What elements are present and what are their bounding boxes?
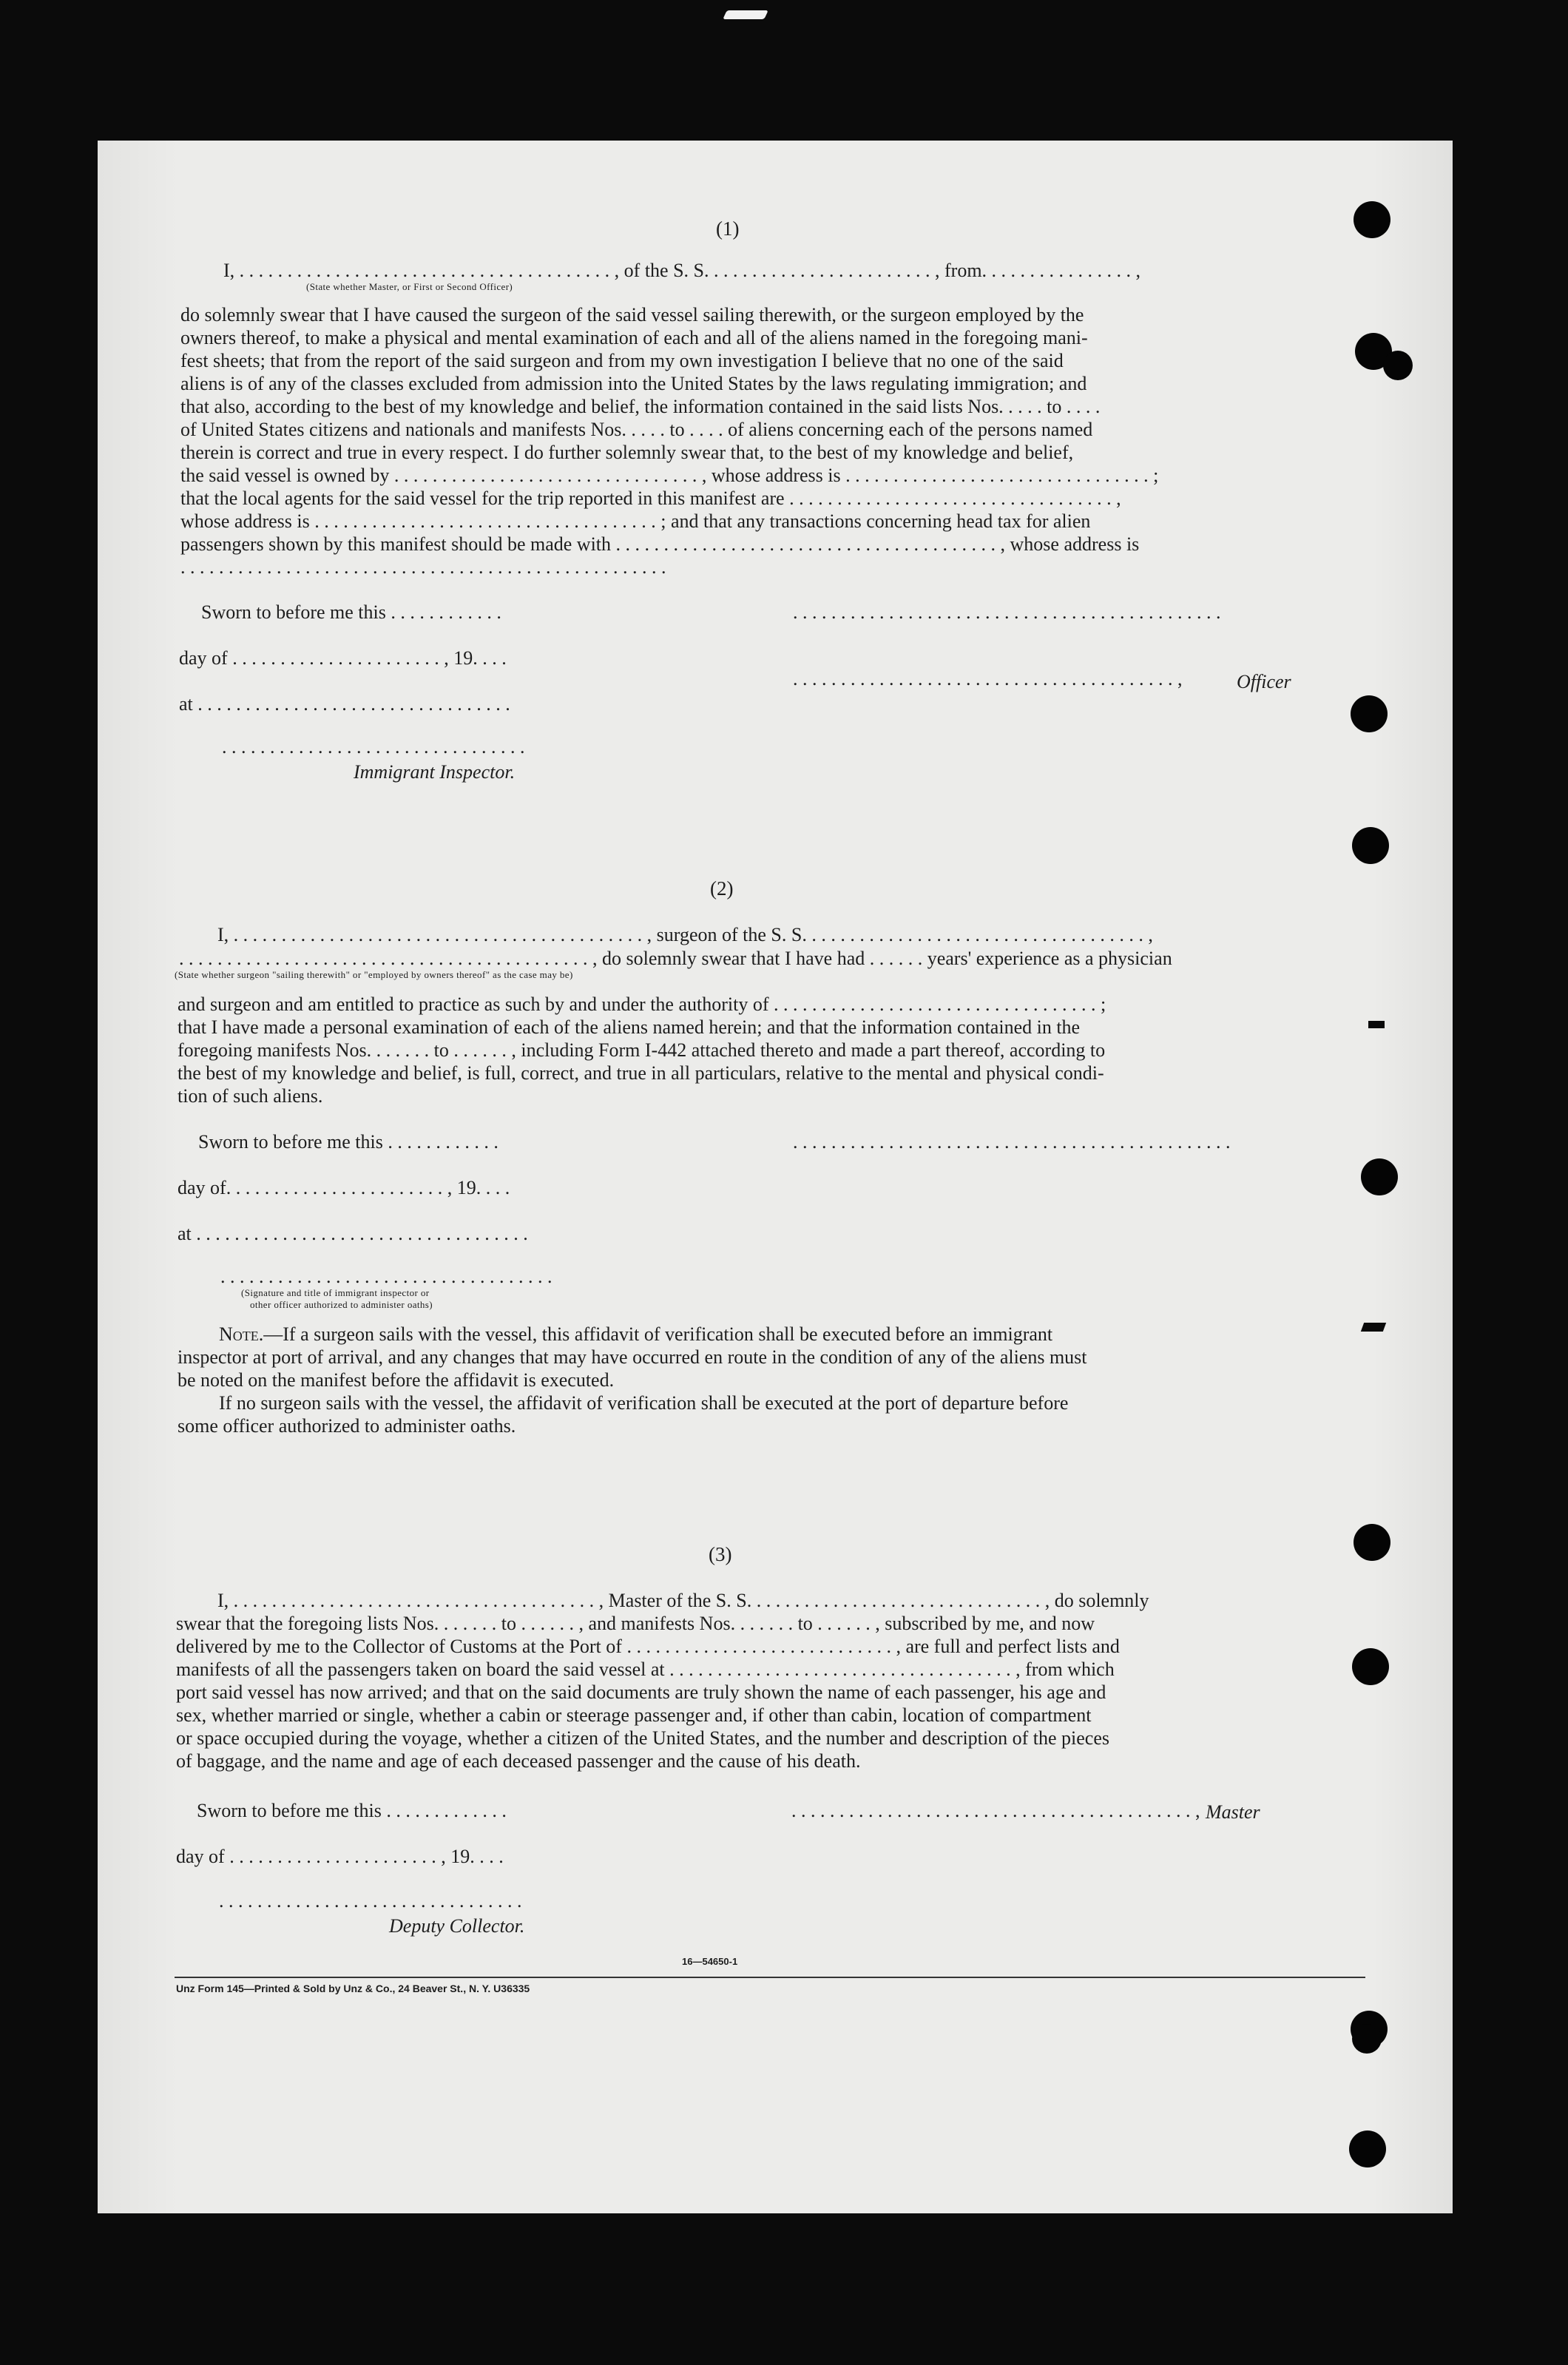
note-line: If no surgeon sails with the vessel, the affidavit of verification shall be executed at the port of departure before: [219, 1392, 1069, 1414]
section-1-sworn: Sworn to before me this . . . . . . . . . . . .: [201, 601, 501, 623]
form-number: 16—54650-1: [682, 1956, 738, 1967]
body-line: aliens is of any of the classes excluded from admission into the United States by the laws regulating immigration; and: [180, 373, 1087, 394]
body-line: foregoing manifests Nos. . . . . . . to . . . . . . , including Form I-442 attached thereto and made a part thereof, according to: [178, 1039, 1106, 1061]
body-line: of United States citizens and nationals and manifests Nos. . . . . to . . . . of aliens concerning each of the persons named: [180, 419, 1093, 440]
body-line: that also, according to the best of my knowledge and belief, the information contained in the said lists Nos. . . . . to . . . .: [180, 396, 1101, 417]
section-2-signature-line: . . . . . . . . . . . . . . . . . . . . . . . . . . . . . . . . . . . . . . . . . . . . . .: [793, 1131, 1231, 1153]
section-2-first-line: I, . . . . . . . . . . . . . . . . . . . . . . . . . . . . . . . . . . . . . . . . . . . , surgeon of the S. S. . . . . . . . . . . . . . . . . . . . . . . . . . . . . . . . . . . . ,: [217, 924, 1153, 945]
binder-hole: [1354, 201, 1390, 238]
section-2-at: at . . . . . . . . . . . . . . . . . . . . . . . . . . . . . . . . . . .: [178, 1223, 528, 1244]
section-1-inspector-label: Immigrant Inspector.: [354, 761, 516, 783]
section-1-first-line: I, . . . . . . . . . . . . . . . . . . . . . . . . . . . . . . . . . . . . . . . , of the S. S. . . . . . . . . . . . . . . . . . . . . . . . , from. . . . . . . . . . . . . . . . ,: [223, 260, 1141, 281]
binder-hole: [1352, 827, 1389, 864]
body-line: do solemnly swear that I have caused the surgeon of the said vessel sailing therewith, or the surgeon employed by the: [180, 304, 1084, 325]
section-2-number: (2): [710, 877, 734, 900]
section-2-day-of: day of. . . . . . . . . . . . . . . . . . . . . . . , 19. . . .: [178, 1177, 510, 1198]
body-line: tion of such aliens.: [178, 1085, 323, 1107]
section-2-second-line: . . . . . . . . . . . . . . . . . . . . . . . . . . . . . . . . . . . . . . . . . . . , do solemnly swear that I have had . . . . . . years' experience as a physician: [179, 948, 1172, 969]
section-3-collector-label: Deputy Collector.: [389, 1915, 525, 1937]
body-line: therein is correct and true in every respect. I do further solemnly swear that, to the best of my knowledge and belief,: [180, 442, 1074, 463]
binder-hole: [1383, 351, 1413, 380]
section-2-caption: (State whether surgeon "sailing therewith" or "employed by owners thereof" as the case may be): [175, 969, 573, 980]
footer-divider: [175, 1977, 1365, 1978]
section-3-master-line: . . . . . . . . . . . . . . . . . . . . . . . . . . . . . . . . . . . . . . . . . . ,: [791, 1800, 1200, 1821]
body-line: that the local agents for the said vessel for the trip reported in this manifest are . . . . . . . . . . . . . . . . . . . . . . . . . . . . . . . . . . ,: [180, 487, 1121, 509]
section-1-caption: (State whether Master, or First or Second Officer): [306, 281, 513, 292]
binder-hole: [1351, 695, 1388, 732]
body-line: I, . . . . . . . . . . . . . . . . . . . . . . . . . . . . . . . . . . . . . . , Master of the S. S. . . . . . . . . . . . . . . . . . . . . . . . . . . . . . . , do solemnly: [217, 1590, 1149, 1611]
scan-mark: [1361, 1323, 1386, 1332]
body-line: whose address is . . . . . . . . . . . . . . . . . . . . . . . . . . . . . . . . . . . . ; and that any transactions concerning head tax for alien: [180, 510, 1091, 532]
body-line: passengers shown by this manifest should be made with . . . . . . . . . . . . . . . . . . . . . . . . . . . . . . . . . . . . . . . . , whose address is: [180, 533, 1140, 555]
section-1-signature-line: . . . . . . . . . . . . . . . . . . . . . . . . . . . . . . . . . . . . . . . . . . . . .: [793, 601, 1221, 623]
body-line: the said vessel is owned by . . . . . . . . . . . . . . . . . . . . . . . . . . . . . . . . , whose address is . . . . . . . . . . . . . . . . . . . . . . . . . . . . . . . . ;: [180, 465, 1159, 486]
body-line: swear that the foregoing lists Nos. . . . . . . to . . . . . . , and manifests Nos. . . . . . . to . . . . . . , subscribed by me, and now: [176, 1613, 1095, 1634]
document-page: [98, 141, 1453, 2213]
section-3-day-of: day of . . . . . . . . . . . . . . . . . . . . . . , 19. . . .: [176, 1846, 504, 1867]
body-line: of baggage, and the name and age of each deceased passenger and the cause of his death.: [176, 1750, 861, 1772]
scan-mark: [1368, 1021, 1385, 1028]
binder-hole: [1352, 2024, 1382, 2054]
note-label: Note.: [219, 1323, 264, 1345]
body-line: owners thereof, to make a physical and mental examination of each and all of the aliens named in the foregoing mani-: [180, 327, 1088, 348]
body-line: fest sheets; that from the report of the said surgeon and from my own investigation I believe that no one of the said: [180, 350, 1064, 371]
section-1-number: (1): [716, 217, 740, 240]
section-2-signature-caption-1: (Signature and title of immigrant inspector or: [241, 1287, 430, 1298]
binder-hole: [1352, 1648, 1389, 1685]
binder-hole: [1354, 1524, 1390, 1561]
body-line: delivered by me to the Collector of Customs at the Port of . . . . . . . . . . . . . . . . . . . . . . . . . . . . , are full and perfect lists and: [176, 1636, 1120, 1657]
body-line: the best of my knowledge and belief, is full, correct, and true in all particulars, relative to the mental and physical condi-: [178, 1062, 1104, 1084]
body-line: port said vessel has now arrived; and that on the said documents are truly shown the name of each passenger, his age and: [176, 1681, 1106, 1703]
section-2-signature-caption-2: other officer authorized to administer oaths): [250, 1299, 433, 1310]
section-2-sworn: Sworn to before me this . . . . . . . . . . . .: [198, 1131, 499, 1153]
body-line: manifests of all the passengers taken on board the said vessel at . . . . . . . . . . . . . . . . . . . . . . . . . . . . . . . . . . . . , from which: [176, 1659, 1115, 1680]
body-line: that I have made a personal examination of each of the aliens named herein; and that the information contained in the: [178, 1016, 1081, 1038]
scan-artifact: [723, 10, 768, 19]
section-3-number: (3): [709, 1543, 732, 1565]
body-line: and surgeon and am entitled to practice as such by and under the authority of . . . . . . . . . . . . . . . . . . . . . . . . . . . . . . . . . . ;: [178, 993, 1106, 1015]
section-1-officer-line: . . . . . . . . . . . . . . . . . . . . . . . . . . . . . . . . . . . . . . . . ,: [793, 668, 1183, 689]
body-line: . . . . . . . . . . . . . . . . . . . . . . . . . . . . . . . . . . . . . . . . . . . . . . . . . . .: [180, 556, 666, 578]
section-1-inspector-line: . . . . . . . . . . . . . . . . . . . . . . . . . . . . . . . .: [222, 736, 525, 758]
note-line: —If a surgeon sails with the vessel, this affidavit of verification shall be executed before an immigrant: [263, 1323, 1053, 1345]
binder-hole: [1361, 1158, 1398, 1195]
section-1-officer-label: Officer: [1237, 671, 1291, 692]
section-3-collector-line: . . . . . . . . . . . . . . . . . . . . . . . . . . . . . . . .: [219, 1890, 522, 1912]
binder-hole: [1349, 2130, 1386, 2167]
section-3-master-label: Master: [1206, 1801, 1260, 1823]
body-line: or space occupied during the voyage, whether a citizen of the United States, and the number and description of the pieces: [176, 1727, 1110, 1749]
note-line: be noted on the manifest before the affidavit is executed.: [178, 1369, 615, 1391]
section-3-sworn: Sworn to before me this . . . . . . . . . . . . .: [197, 1800, 507, 1821]
printer-imprint: Unz Form 145—Printed & Sold by Unz & Co., 24 Beaver St., N. Y. U36335: [176, 1983, 530, 1994]
body-line: sex, whether married or single, whether a cabin or steerage passenger and, if other than cabin, location of compartment: [176, 1704, 1092, 1726]
note-line: inspector at port of arrival, and any changes that may have occurred en route in the condition of any of the aliens must: [178, 1346, 1087, 1368]
section-1-day-of: day of . . . . . . . . . . . . . . . . . . . . . . , 19. . . .: [179, 647, 507, 669]
section-2-signature-dots: . . . . . . . . . . . . . . . . . . . . . . . . . . . . . . . . . . .: [220, 1266, 552, 1287]
section-1-at: at . . . . . . . . . . . . . . . . . . . . . . . . . . . . . . . . .: [179, 693, 510, 715]
note-line: some officer authorized to administer oaths.: [178, 1415, 516, 1437]
